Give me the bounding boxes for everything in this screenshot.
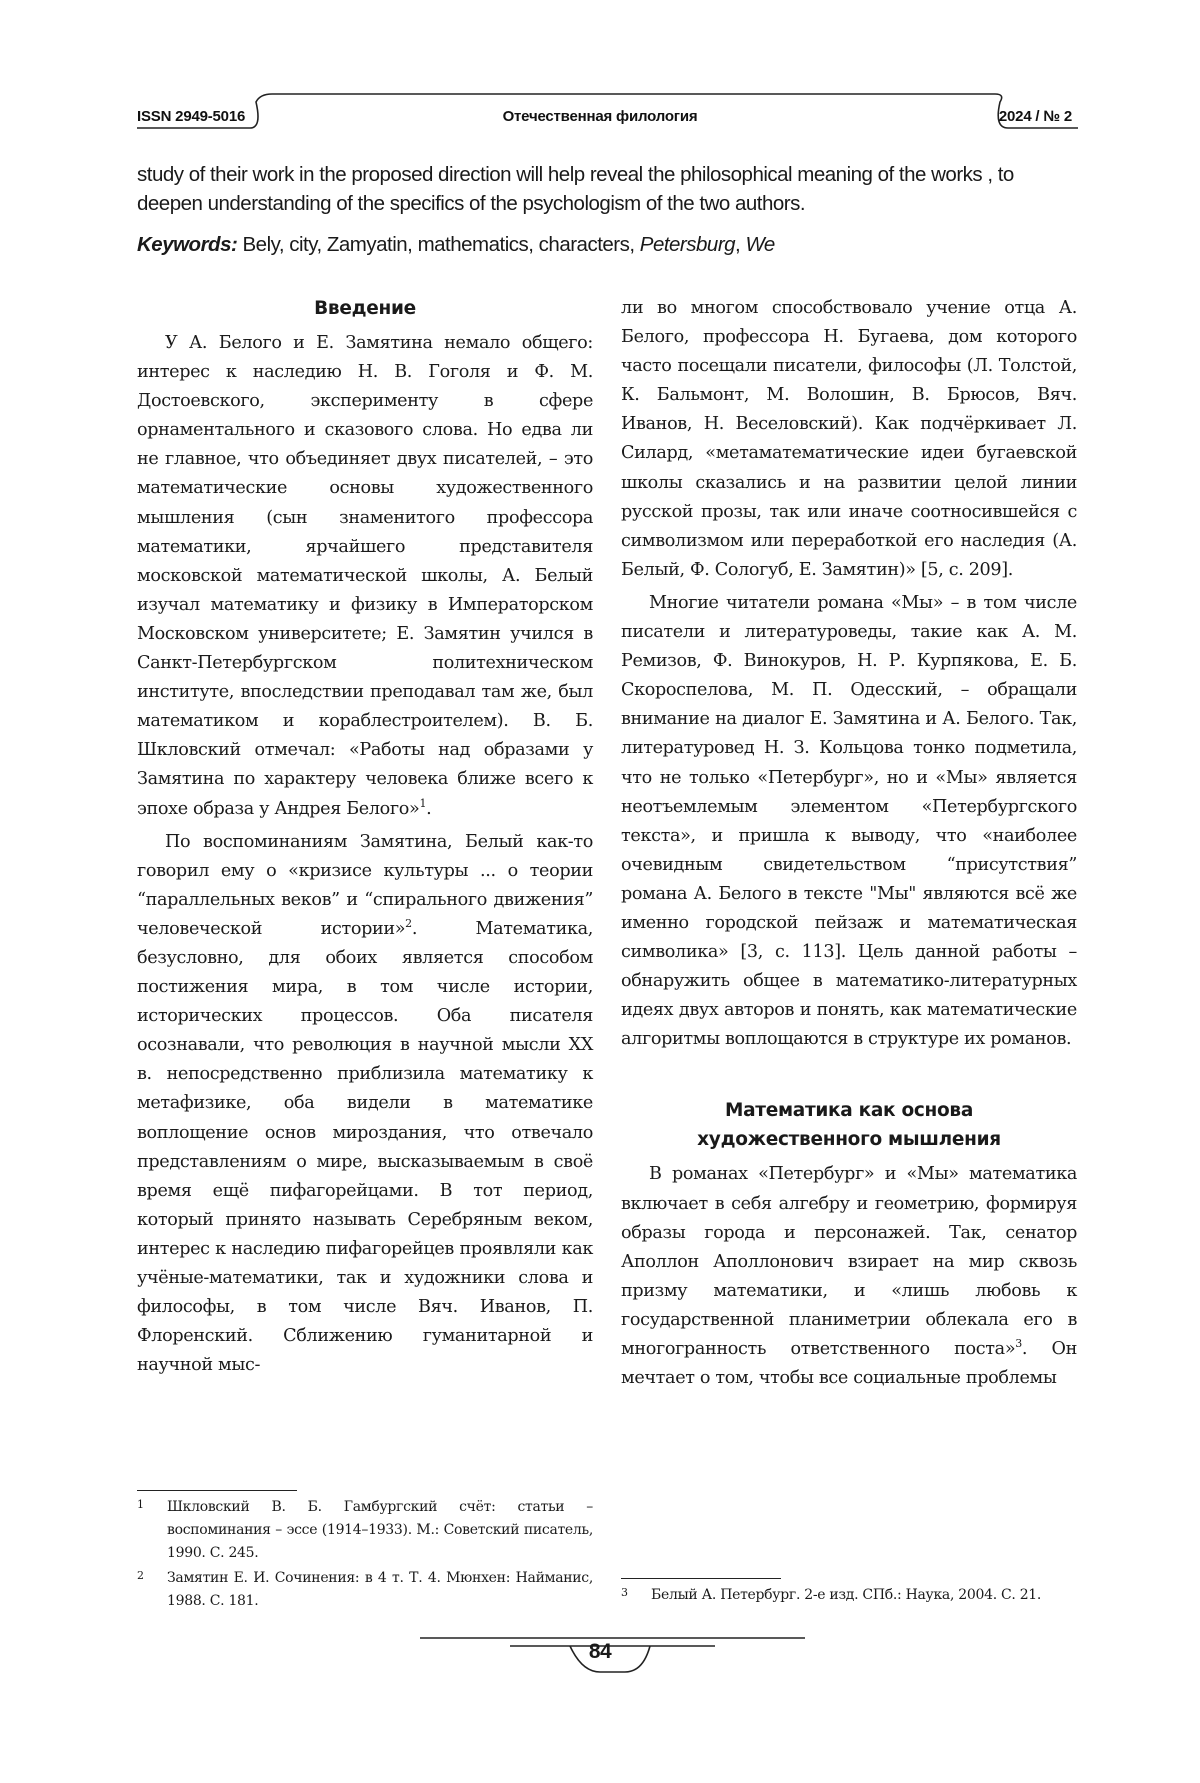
keyword-petersburg: Petersburg <box>639 233 736 256</box>
footnote-rule-left <box>137 1490 297 1491</box>
paragraph: В романах «Петербург» и «Мы» математика включает в себя алгебру и геометрию, формируя образы города и персонажей. Так, сенатор Аполлон Аполлонович взирает на мир сквозь призму математики, и «лишь любовь к государственной планиметрии облекала его в многогранность ответственного поста»$^3$. Он мечтает о том, чтобы все социальные проблемы <box>621 1164 1078 1389</box>
footnote-3: 3 Белый А. Петербург. 2-е изд. СПб.: Наука, 2004. С. 21. <box>621 1586 1042 1603</box>
paragraph: По воспоминаниям Замятина, Белый как-то говорил ему о «кризисе культуры ... о теории “параллельных веков” и “спирального движения” человеческой истории»$^2$. Математика, безусловно, для обоих является способом постижения мира, в том числе истории, исторических процессов. Оба писателя осознавали, что революция в научной мысли XX в. непосредственно приблизила математику к метафизике, оба видели в математике воплощение основ мироздания, что отвечало представлениям о мире, высказываемым в своё время ещё пифагорейцами. В тот период, который принято называть Серебряным веком, интерес к наследию пифагорейцев проявляли как учёные-математики, так и художники слова и философы, в том числе Вяч. Иванов, П. Флоренский. Сближению гуманитарной и научной мыс- <box>137 831 593 1376</box>
footnote-rule-right <box>621 1578 781 1579</box>
footnote-ref-1[interactable]: 1 <box>419 796 427 810</box>
left-column <box>137 294 593 1384</box>
paragraph: Многие читатели романа «Мы» – в том числе писатели и литературоведы, такие как А. М. Ремизов, Ф. Винокуров, Н. Р. Курпякова, Е. Б. Скороспелова, М. П. Одесский, – обращали внимание на диалог Е. Замятина и А. Белого. Так, литературовед Н. З. Кольцова тонко подметила, что не только «Петербург», но и «Мы» является неотъемлемым элементом «Петербургского текста», и пришла к выводу, что «наиболее очевидным свидетельством “присутствия” романа А. Белого в тексте "Мы" являются всё же именно городской пейзаж и математическая символика» [3, с. 113]. Цель данной работы – обнаружить общее в математико-литературных идеях двух авторов и понять, как математические алгоритмы воплощаются в структуре их романов. <box>621 592 1077 1050</box>
right-column <box>621 294 1077 1397</box>
keywords-line <box>137 230 1077 259</box>
header-frame-lines <box>0 0 1200 150</box>
paragraph: У А. Белого и Е. Замятина немало общего: интерес к наследию Н. В. Гоголя и Ф. М. Достоевского, эксперименту в сфере орнаментального и сказового слова. Но едва ли не главное, что объединяет двух писателей, – это математические основы художественного мышления (сын знаменитого профессора математики, ярчайшего представителя московской математической школы, А. Белый изучал математику и физику в Императорском Московском университете; Е. Замятин учился в Санкт-Петербургском политехническом институте, впоследствии преподавал там же, был математиком и кораблестроителем). В. Б. Шкловский отмечал: «Работы над образами у Замятина по характеру человека ближе всего к эпохе образа у Андрея Белого»$^1$. <box>137 333 593 819</box>
keywords-separator: , <box>735 233 746 256</box>
keyword-we: We <box>745 233 775 256</box>
footnote-ref-3[interactable]: 3 <box>1015 1337 1022 1350</box>
footnotes-left <box>137 1496 593 1615</box>
page-number: 84 <box>588 1640 612 1663</box>
section-heading-mathematics: Математика как основа художественного мышления <box>697 1100 1001 1151</box>
footnotes-right <box>621 1584 1077 1609</box>
header-journal-title: Отечественная филология <box>502 108 698 125</box>
header-issue-number: 2024 / № 2 <box>998 108 1072 125</box>
paragraph: ли во многом способствовало учение отца А. Белого, профессора Н. Бугаева, дом которого часто посещали писатели, философы (Л. Толстой, К. Бальмонт, М. Волошин, В. Брюсов, Вяч. Иванов, Н. Веселовский). Как подчёркивает Л. Силард, «метаматематические идеи бугаевской школы сказались и на развитии целой линии русской прозы, так или иначе соотносившейся с символизмом или переработкой его наследия (А. Белый, Ф. Сологуб, Е. Замятин)» [5, с. 209]. <box>621 298 1077 580</box>
abstract-tail: study of their work in the proposed direction will help reveal the philosophical meaning of the works , to deepen understanding of the specifics of the psychologism of the two authors. <box>137 163 1014 215</box>
section-heading-intro: Введение <box>314 298 416 319</box>
header-issn: ISSN 2949-5016 <box>137 108 246 125</box>
footnote-ref-2[interactable]: 2 <box>405 916 412 930</box>
running-header <box>0 0 1200 150</box>
keywords-text: Bely, city, Zamyatin, mathematics, characters, <box>237 233 640 256</box>
footnote-2: 2 Замятин Е. И. Сочинения: в 4 т. Т. 4. Мюнхен: Найманис, 1988. С. 181. <box>137 1569 593 1609</box>
footnote-1: 1 Шкловский В. Б. Гамбургский счёт: статьи – воспоминания – эссе (1914–1933). М.: Советский писатель, 1990. С. 245. <box>137 1498 593 1561</box>
keywords-label: Keywords: <box>137 233 238 256</box>
